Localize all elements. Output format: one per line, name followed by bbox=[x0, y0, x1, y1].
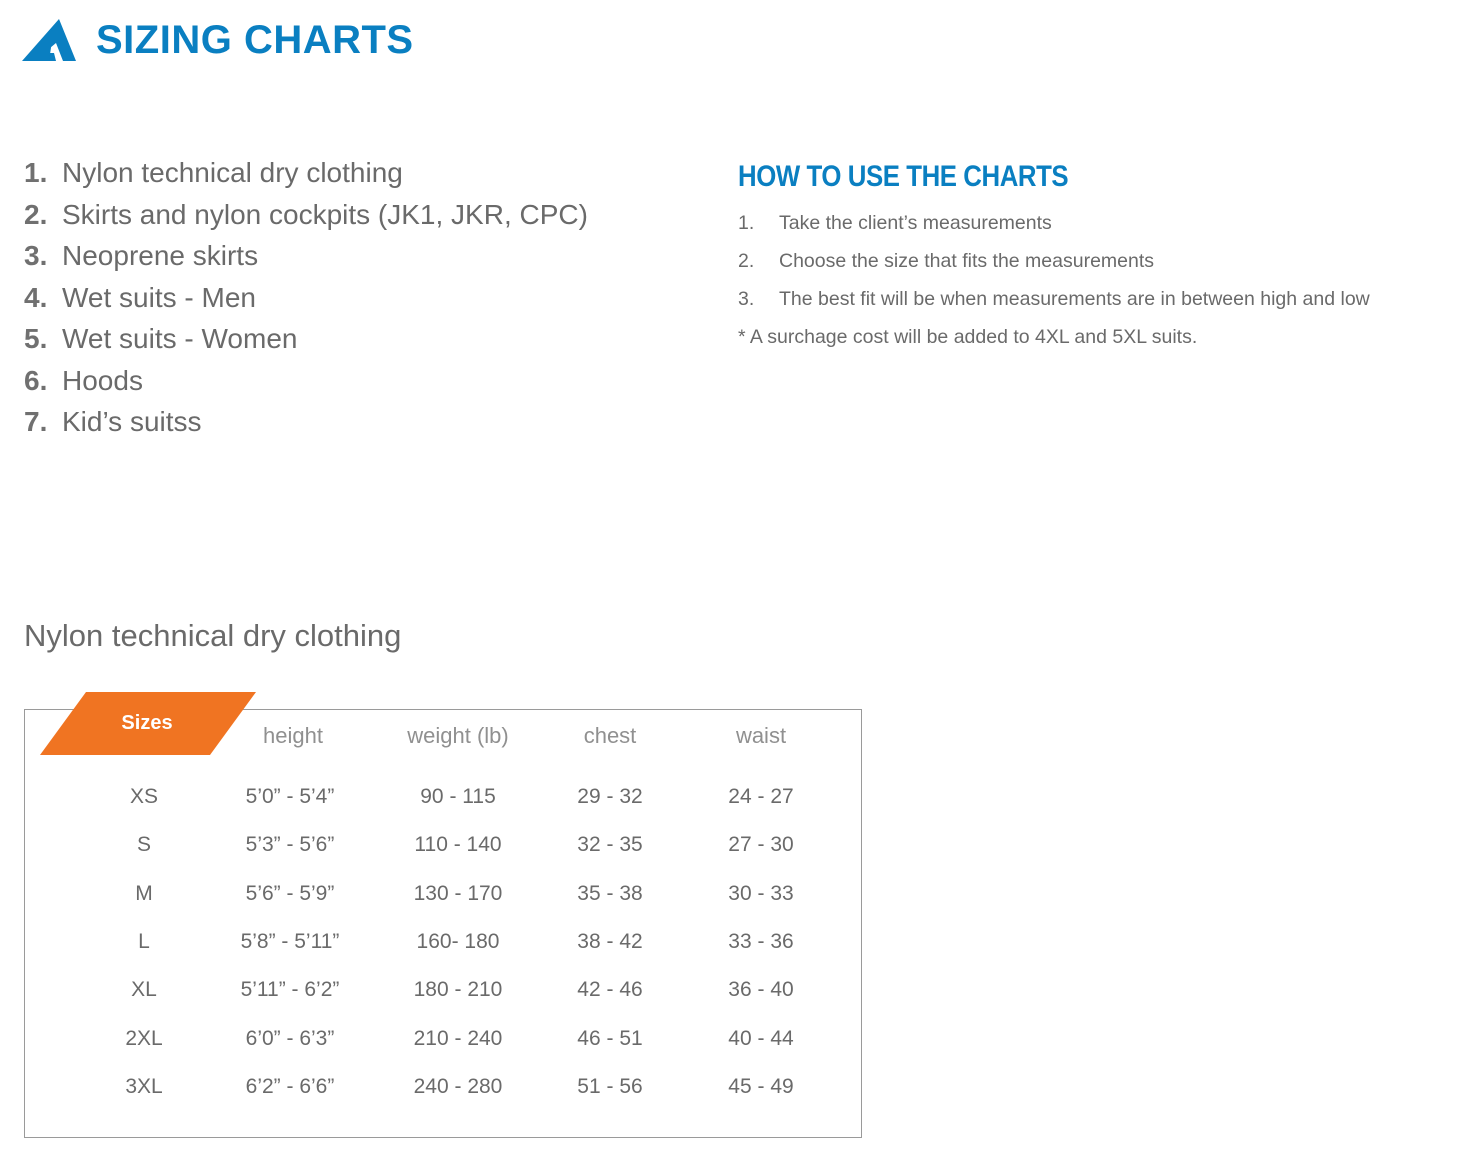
logo-a-icon bbox=[22, 17, 78, 63]
howto-step bbox=[738, 204, 1458, 242]
cell-weight: 110 - 140 bbox=[414, 833, 502, 856]
step-number: 3. bbox=[738, 288, 755, 310]
chart-list-item[interactable] bbox=[24, 235, 588, 277]
cell-chest: 51 - 56 bbox=[577, 1075, 643, 1098]
howto-steps bbox=[738, 204, 1458, 318]
list-number: 3. bbox=[24, 240, 48, 271]
step-text: The best fit will be when measurements are in between high and low bbox=[779, 288, 1370, 310]
list-label: Skirts and nylon cockpits (JK1, JKR, CPC) bbox=[62, 198, 588, 230]
cell-chest: 32 - 35 bbox=[577, 833, 643, 856]
howto-title: HOW TO USE THE CHARTS bbox=[738, 160, 1069, 193]
step-number: 2. bbox=[738, 250, 755, 272]
cell-chest: 38 - 42 bbox=[577, 930, 643, 953]
step-text: Choose the size that fits the measurements bbox=[779, 250, 1155, 272]
list-label: Nylon technical dry clothing bbox=[62, 157, 403, 188]
chart-list-item[interactable] bbox=[24, 277, 588, 319]
cell-weight: 160- 180 bbox=[416, 930, 500, 953]
chart-list-item[interactable] bbox=[24, 152, 588, 194]
cell-height: 6’2” - 6’6” bbox=[245, 1075, 335, 1098]
cell-height: 5’6” - 5’9” bbox=[245, 882, 335, 905]
cell-waist: 27 - 30 bbox=[728, 833, 794, 856]
column-header-chest: chest bbox=[583, 723, 637, 748]
cell-size: 2XL bbox=[125, 1027, 163, 1050]
step-text: Take the client’s measurements bbox=[779, 212, 1052, 234]
chart-list-item[interactable] bbox=[24, 194, 588, 236]
cell-weight: 210 - 240 bbox=[413, 1027, 503, 1050]
cell-waist: 40 - 44 bbox=[728, 1027, 794, 1050]
step-number: 1. bbox=[738, 212, 755, 234]
column-header-weight: weight (lb) bbox=[407, 723, 509, 748]
howto-step bbox=[738, 280, 1458, 318]
list-number: 2. bbox=[24, 198, 48, 230]
cell-height: 5’0” - 5’4” bbox=[245, 785, 335, 808]
list-label: Wet suits - Women bbox=[62, 323, 298, 354]
cell-height: 6’0” - 6’3” bbox=[245, 1027, 335, 1050]
howto-panel bbox=[738, 156, 1458, 356]
chart-list bbox=[24, 152, 588, 443]
cell-chest: 42 - 46 bbox=[577, 978, 643, 1001]
cell-size: 3XL bbox=[125, 1075, 163, 1098]
cell-waist: 24 - 27 bbox=[728, 785, 794, 808]
column-header-waist: waist bbox=[735, 723, 787, 748]
cell-size: S bbox=[136, 833, 151, 856]
page-header bbox=[22, 16, 414, 64]
cell-size: M bbox=[135, 882, 153, 905]
list-number: 5. bbox=[24, 323, 48, 354]
chart-list-item[interactable] bbox=[24, 401, 588, 443]
section-title: Nylon technical dry clothing bbox=[24, 618, 402, 653]
cell-waist: 33 - 36 bbox=[728, 930, 794, 953]
cell-weight: 180 - 210 bbox=[413, 978, 503, 1001]
cell-waist: 30 - 33 bbox=[728, 882, 794, 905]
cell-chest: 46 - 51 bbox=[577, 1027, 643, 1050]
page-title: SIZING CHARTS bbox=[96, 18, 414, 62]
cell-size: XL bbox=[131, 978, 157, 1001]
cell-chest: 29 - 32 bbox=[577, 785, 643, 808]
cell-chest: 35 - 38 bbox=[577, 882, 643, 905]
list-number: 7. bbox=[24, 406, 48, 437]
chart-list-item[interactable] bbox=[24, 318, 588, 360]
list-number: 4. bbox=[24, 281, 48, 313]
cell-weight: 240 - 280 bbox=[413, 1075, 503, 1098]
howto-step bbox=[738, 242, 1458, 280]
surcharge-note: * A surchage cost will be added to 4XL and 5XL suits. bbox=[738, 326, 1198, 348]
cell-height: 5’8” - 5’11” bbox=[240, 930, 340, 953]
cell-weight: 130 - 170 bbox=[413, 882, 503, 905]
cell-waist: 36 - 40 bbox=[728, 978, 794, 1001]
sizes-column-label: Sizes bbox=[121, 712, 173, 734]
list-number: 6. bbox=[24, 364, 48, 396]
cell-waist: 45 - 49 bbox=[728, 1075, 794, 1098]
column-header-height: height bbox=[263, 723, 323, 748]
cell-height: 5’3” - 5’6” bbox=[245, 833, 335, 856]
cell-weight: 90 - 115 bbox=[420, 785, 496, 808]
cell-size: XS bbox=[129, 785, 158, 808]
list-label: Wet suits - Men bbox=[62, 281, 256, 313]
list-label: Hoods bbox=[62, 364, 143, 396]
list-label: Kid’s suitss bbox=[62, 406, 202, 437]
list-label: Neoprene skirts bbox=[62, 240, 259, 271]
cell-size: L bbox=[138, 930, 150, 953]
list-number: 1. bbox=[24, 157, 48, 188]
cell-height: 5’11” - 6’2” bbox=[240, 978, 340, 1001]
chart-list-item[interactable] bbox=[24, 360, 588, 402]
